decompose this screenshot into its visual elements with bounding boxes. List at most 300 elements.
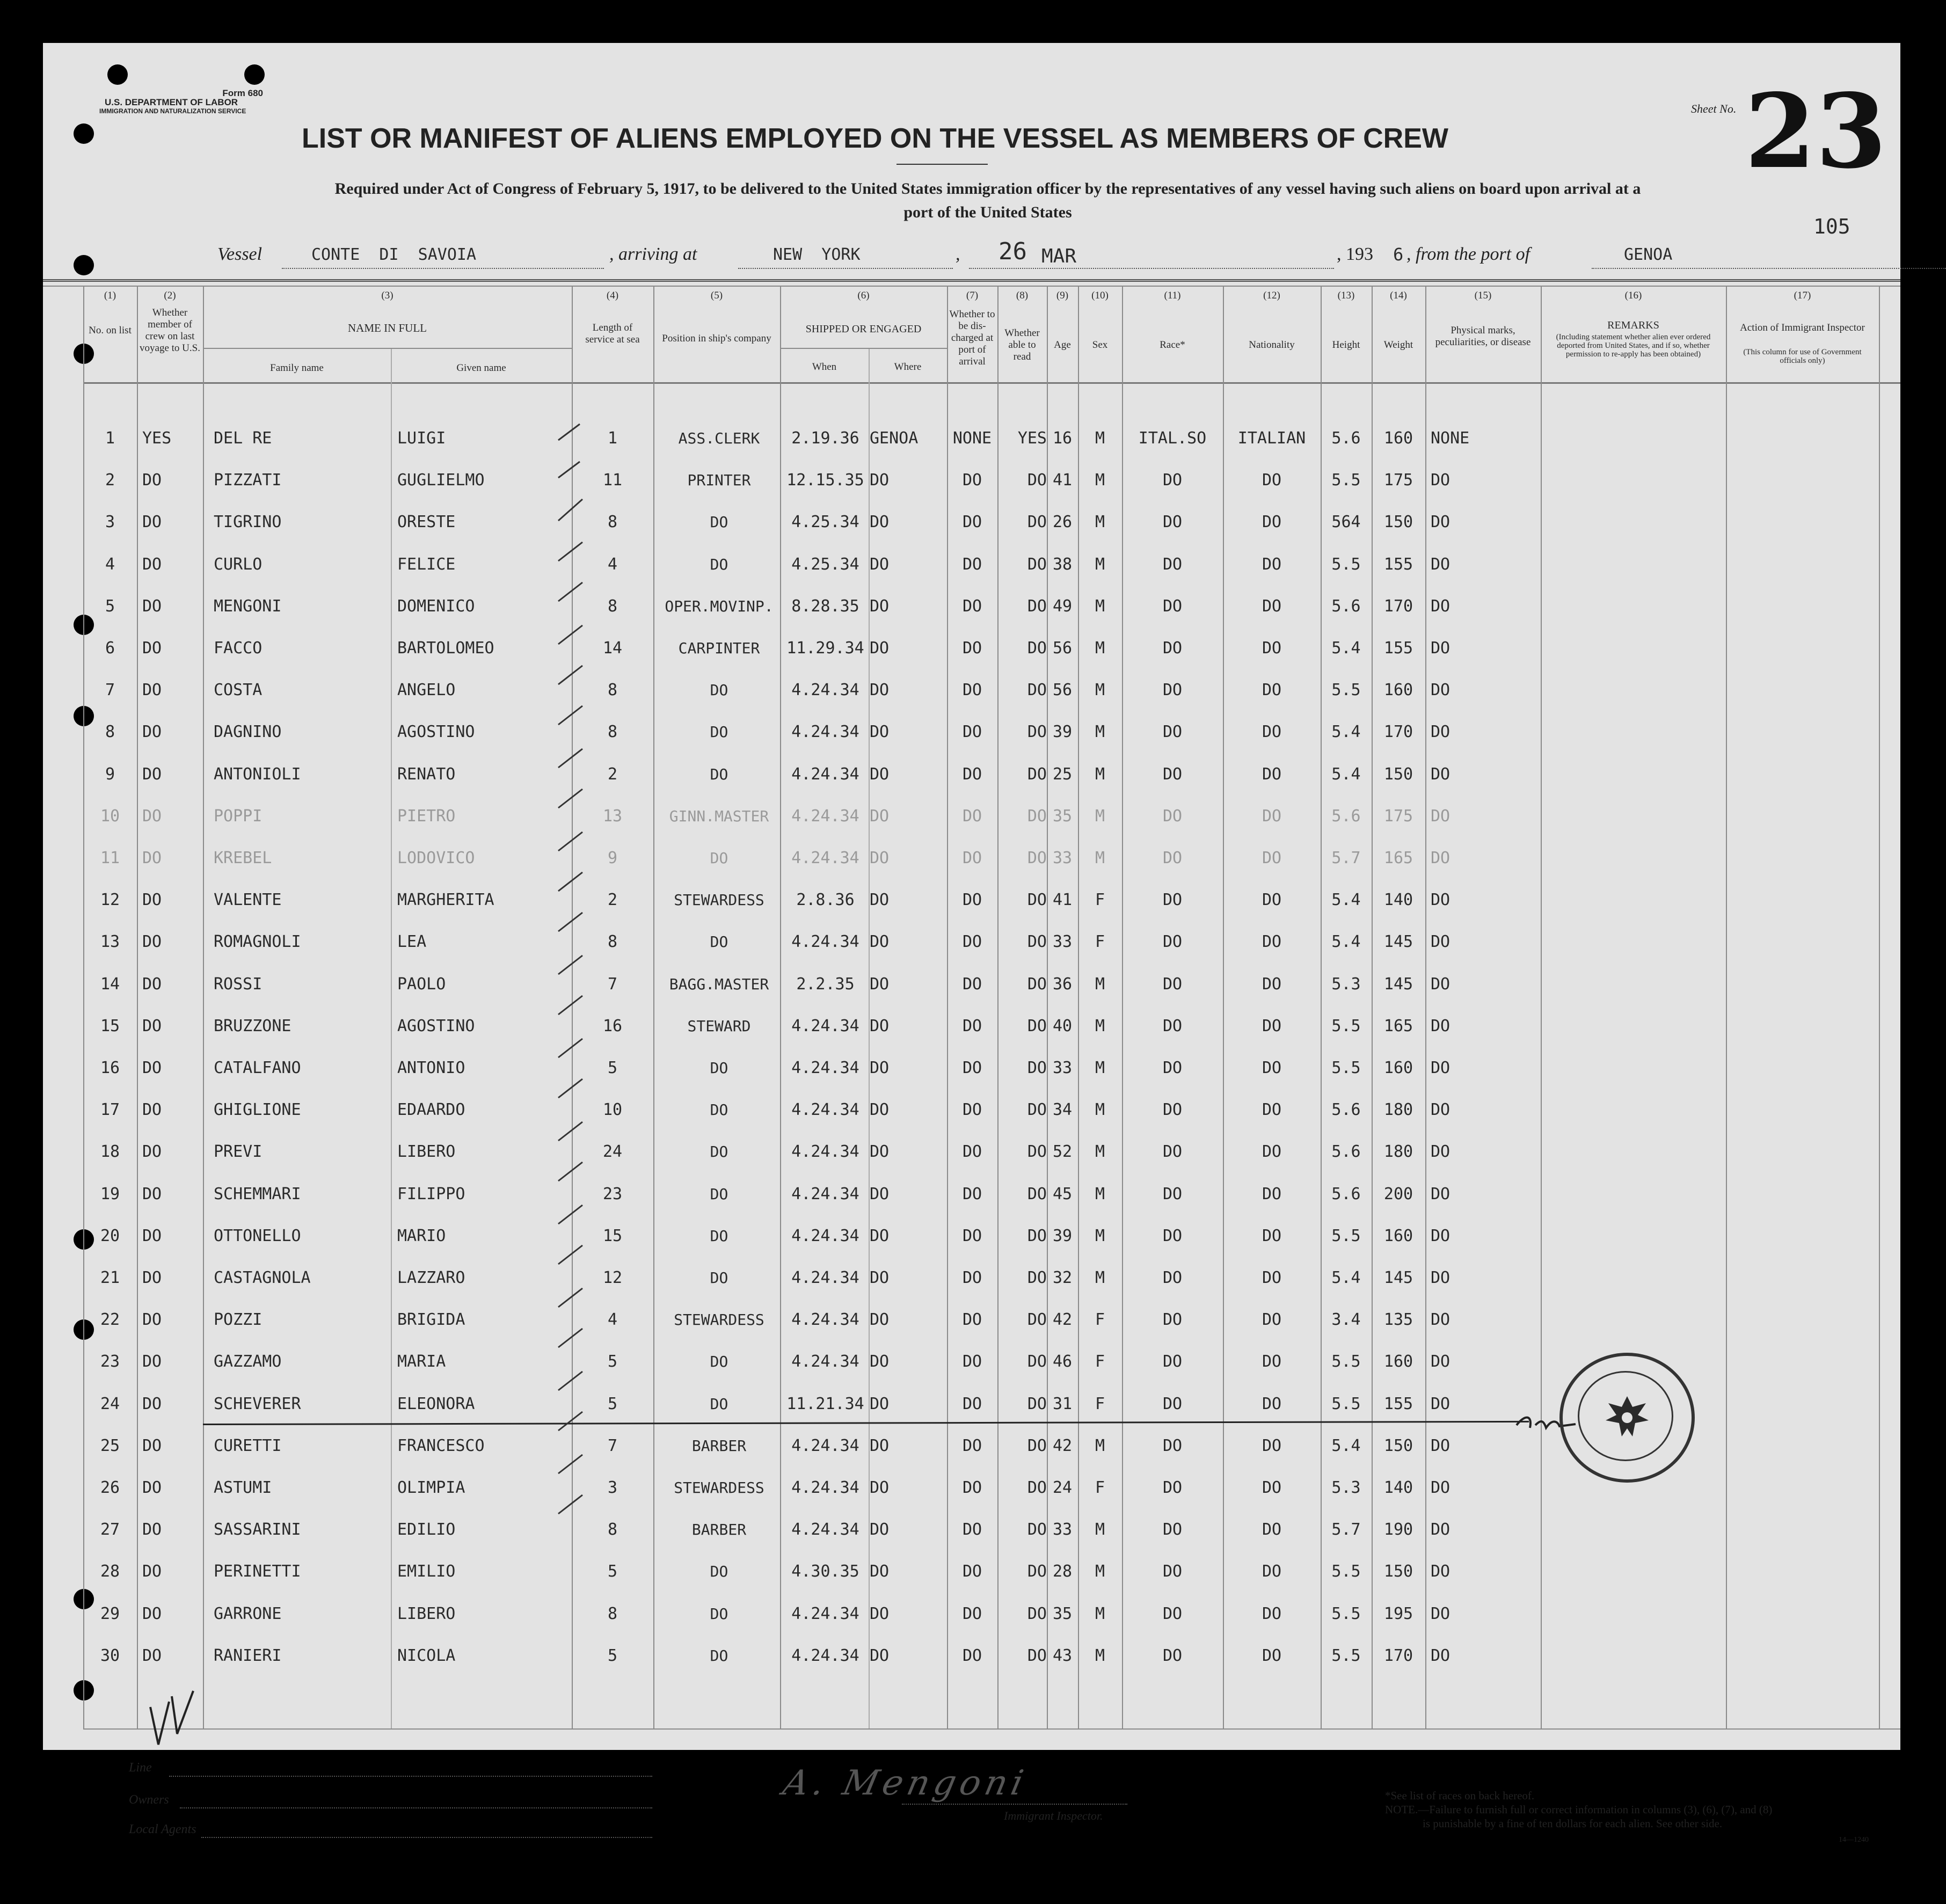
cell-age: 52 [1052, 1142, 1073, 1162]
cell-sex: M [1095, 639, 1105, 658]
cell-discharged: NONE [952, 429, 992, 448]
cell-nationality: DO [1262, 555, 1282, 574]
cell-given-name: ANGELO [397, 681, 456, 700]
cell-when: 4.24.34 [791, 1520, 859, 1540]
table-row [43, 1647, 1900, 1689]
cell-family-name: VALENTE [214, 891, 282, 910]
cell-when: 2.2.35 [796, 974, 855, 994]
cell-marks: DO [1431, 639, 1451, 658]
cell-age: 36 [1052, 974, 1073, 994]
cell-when: 4.24.34 [791, 1310, 859, 1330]
page-number: 105 [1813, 215, 1850, 238]
cell-race: DO [1162, 1478, 1183, 1497]
cell-age: 39 [1052, 1226, 1073, 1245]
cell-when: 4.24.34 [791, 681, 859, 700]
cell-read: DO [1027, 764, 1047, 784]
cell-sex: M [1095, 1142, 1105, 1162]
cell-length: 5 [607, 1352, 618, 1372]
cell-weight: 135 [1383, 1310, 1413, 1330]
cell-age: 41 [1052, 471, 1073, 490]
cell-given-name: GUGLIELMO [397, 471, 485, 490]
cell-position: DO [710, 1059, 728, 1077]
cell-member: DO [142, 1478, 162, 1497]
cell-family-name: BRUZZONE [214, 1016, 291, 1035]
header-where: Where [894, 361, 922, 373]
inspector-signature: A. Mengoni [779, 1763, 1031, 1803]
table-row [43, 1017, 1900, 1059]
cell-where: DO [870, 513, 890, 532]
cell-family-name: POZZI [214, 1310, 263, 1330]
cell-marks: DO [1431, 1059, 1451, 1077]
cell-length: 1 [607, 429, 618, 448]
cell-position: DO [710, 1101, 728, 1119]
table-row [43, 849, 1900, 891]
cell-read: DO [1027, 555, 1047, 574]
cell-family-name: CURLO [214, 555, 263, 574]
table-row [43, 933, 1900, 975]
cell-given-name: LAZZARO [397, 1268, 465, 1287]
cell-where: DO [870, 1184, 890, 1203]
manifest-page [43, 43, 1900, 1844]
cell-marks: DO [1431, 1184, 1451, 1203]
cell-sex: M [1095, 1059, 1105, 1077]
cell-weight: 145 [1383, 1268, 1413, 1287]
cell-no: 26 [100, 1478, 120, 1497]
header-height: Height [1332, 339, 1360, 351]
cell-given-name: DOMENICO [397, 596, 475, 616]
cell-weight: 170 [1383, 723, 1413, 742]
cell-age: 46 [1052, 1352, 1073, 1372]
cell-member: DO [142, 555, 162, 574]
cell-length: 9 [607, 849, 618, 867]
cell-sex: M [1095, 681, 1105, 700]
cell-family-name: GARRONE [214, 1604, 282, 1623]
cell-race: DO [1162, 596, 1183, 616]
cell-age: 33 [1052, 849, 1073, 867]
cell-height: 5.5 [1331, 1394, 1361, 1413]
cell-race: DO [1162, 471, 1183, 490]
table-row [43, 1227, 1900, 1269]
cell-where: DO [870, 1436, 890, 1455]
header-age: Age [1054, 339, 1071, 351]
cell-family-name: GAZZAMO [214, 1352, 282, 1372]
cell-where: DO [870, 1016, 890, 1035]
cell-discharged: DO [962, 974, 982, 994]
cell-sex: F [1095, 932, 1105, 952]
cell-race: DO [1162, 849, 1183, 867]
cell-when: 4.30.35 [791, 1562, 859, 1581]
department-name: U.S. DEPARTMENT OF LABOR [105, 97, 238, 107]
cell-height: 5.3 [1331, 974, 1361, 994]
cell-position: GINN.MASTER [669, 807, 769, 825]
cell-race: DO [1162, 1436, 1183, 1455]
cell-where: DO [870, 471, 890, 490]
cell-no: 8 [105, 723, 115, 742]
cell-when: 11.29.34 [786, 639, 864, 658]
cell-no: 19 [100, 1184, 120, 1203]
cell-weight: 170 [1383, 1646, 1413, 1665]
cell-when: 4.25.34 [791, 513, 859, 532]
cell-family-name: CATALFANO [214, 1059, 301, 1077]
cell-where: DO [870, 1478, 890, 1497]
cell-race: DO [1162, 1646, 1183, 1665]
cell-position: DO [710, 1563, 728, 1581]
cell-weight: 140 [1383, 891, 1413, 910]
cell-given-name: ORESTE [397, 513, 456, 532]
cell-family-name: KREBEL [214, 849, 272, 867]
cell-sex: M [1095, 1226, 1105, 1245]
cell-height: 5.5 [1331, 1352, 1361, 1372]
cell-race: ITAL.SO [1138, 429, 1207, 448]
column-number: (10) [1091, 290, 1109, 301]
column-number: (3) [381, 290, 393, 301]
footer-rule [180, 1807, 652, 1808]
cell-nationality: DO [1262, 1562, 1282, 1581]
cell-family-name: TIGRINO [214, 513, 282, 532]
subtitle-line-1: Required under Act of Congress of February 5, 1917, to be delivered to the United States immigration officer by the representatives of any vessel having such aliens on board upon arrival at a [334, 180, 1641, 198]
cell-given-name: MARIO [397, 1226, 446, 1245]
cell-when: 4.24.34 [791, 849, 859, 867]
cell-marks: DO [1431, 1100, 1451, 1120]
cell-sex: M [1095, 806, 1105, 826]
cell-height: 5.5 [1331, 1226, 1361, 1245]
cell-no: 6 [105, 639, 115, 658]
cell-race: DO [1162, 891, 1183, 910]
cell-member: DO [142, 1436, 162, 1455]
cell-race: DO [1162, 1184, 1183, 1203]
cell-race: DO [1162, 1100, 1183, 1120]
crew-table-body [43, 43, 1900, 1750]
cell-family-name: ROMAGNOLI [214, 932, 301, 952]
cell-read: DO [1027, 681, 1047, 700]
cell-member: DO [142, 1562, 162, 1581]
cell-nationality: DO [1262, 1520, 1282, 1540]
table-row [43, 597, 1900, 639]
header-discharged: Whether to be dis-charged at port of arrival [949, 309, 995, 367]
cell-member: DO [142, 974, 162, 994]
cell-position: DO [710, 1227, 728, 1245]
cell-read: DO [1027, 1059, 1047, 1077]
cell-discharged: DO [962, 1226, 982, 1245]
header-remarks: REMARKS [1607, 319, 1659, 331]
cell-race: DO [1162, 723, 1183, 742]
footer-owners-label: Owners [129, 1793, 169, 1807]
cell-discharged: DO [962, 764, 982, 784]
cell-position: STEWARDESS [674, 1311, 764, 1329]
cell-when: 4.24.34 [791, 1646, 859, 1665]
cell-height: 5.5 [1331, 1016, 1361, 1035]
cell-position: STEWARDESS [674, 1479, 764, 1497]
footer-rule [201, 1837, 652, 1838]
cell-when: 4.24.34 [791, 1436, 859, 1455]
cell-length: 13 [602, 806, 623, 826]
cell-discharged: DO [962, 1268, 982, 1287]
cell-nationality: DO [1262, 1310, 1282, 1330]
cell-sex: M [1095, 429, 1105, 448]
cell-position: DO [710, 933, 728, 951]
cell-when: 4.24.34 [791, 1604, 859, 1623]
cell-age: 35 [1052, 806, 1073, 826]
cell-race: DO [1162, 1059, 1183, 1077]
cell-length: 7 [607, 1436, 618, 1455]
cell-weight: 160 [1383, 1352, 1413, 1372]
cell-age: 24 [1052, 1478, 1073, 1497]
cell-height: 5.5 [1331, 555, 1361, 574]
cell-where: DO [870, 1562, 890, 1581]
cell-position: DO [710, 1353, 728, 1371]
cell-height: 5.3 [1331, 1478, 1361, 1497]
cell-family-name: CURETTI [214, 1436, 282, 1455]
cell-family-name: GHIGLIONE [214, 1100, 301, 1120]
cell-nationality: DO [1262, 1059, 1282, 1077]
cell-read: DO [1027, 596, 1047, 616]
cell-race: DO [1162, 1352, 1183, 1372]
cell-marks: DO [1431, 974, 1451, 994]
cell-discharged: DO [962, 1184, 982, 1203]
cell-height: 5.6 [1331, 596, 1361, 616]
cell-when: 2.8.36 [796, 891, 855, 910]
cell-discharged: DO [962, 555, 982, 574]
table-row [43, 807, 1900, 849]
cell-member: DO [142, 849, 162, 867]
inspector-label: Immigrant Inspector. [1004, 1809, 1103, 1822]
cell-discharged: DO [962, 1016, 982, 1035]
header-name-in-full: NAME IN FULL [348, 322, 427, 334]
cell-age: 31 [1052, 1394, 1073, 1413]
handwritten-initials [140, 1686, 204, 1766]
cell-member: DO [142, 513, 162, 532]
cell-length: 11 [602, 471, 623, 490]
cell-read: DO [1027, 891, 1047, 910]
cell-when: 12.15.35 [786, 471, 864, 490]
cell-weight: 200 [1383, 1184, 1413, 1203]
cell-where: DO [870, 849, 890, 867]
cell-no: 28 [100, 1562, 120, 1581]
cell-read: DO [1027, 1520, 1047, 1540]
cell-nationality: DO [1262, 1226, 1282, 1245]
cell-height: 5.6 [1331, 1142, 1361, 1162]
cell-read: DO [1027, 723, 1047, 742]
cell-height: 5.5 [1331, 471, 1361, 490]
cell-race: DO [1162, 513, 1183, 532]
cell-discharged: DO [962, 1100, 982, 1120]
cell-given-name: ANTONIO [397, 1059, 465, 1077]
cell-no: 12 [100, 891, 120, 910]
cell-nationality: DO [1262, 1352, 1282, 1372]
cell-position: DO [710, 1143, 728, 1161]
cell-where: DO [870, 1100, 890, 1120]
header-given-name: Given name [456, 362, 506, 374]
cell-no: 17 [100, 1100, 120, 1120]
table-row [43, 723, 1900, 765]
cell-nationality: DO [1262, 681, 1282, 700]
cell-given-name: EDAARDO [397, 1100, 465, 1120]
cell-given-name: LIBERO [397, 1604, 456, 1623]
table-row [43, 1521, 1900, 1563]
table-row [43, 471, 1900, 513]
cell-where: DO [870, 1520, 890, 1540]
cell-sex: M [1095, 513, 1105, 532]
cell-position: DO [710, 1604, 728, 1623]
cell-nationality: DO [1262, 891, 1282, 910]
cell-where: DO [870, 723, 890, 742]
sheet-number: 23 [1745, 71, 1887, 191]
cell-no: 5 [105, 596, 115, 616]
cell-race: DO [1162, 1142, 1183, 1162]
cell-sex: F [1095, 891, 1105, 910]
cell-height: 5.6 [1331, 429, 1361, 448]
cell-where: DO [870, 639, 890, 658]
cell-discharged: DO [962, 1478, 982, 1497]
cell-race: DO [1162, 1016, 1183, 1035]
cell-sex: M [1095, 723, 1105, 742]
cell-length: 15 [602, 1226, 623, 1245]
cell-marks: DO [1431, 849, 1451, 867]
cell-where: DO [870, 891, 890, 910]
column-number: (14) [1390, 290, 1407, 301]
cell-height: 5.5 [1331, 1604, 1361, 1623]
vessel-line: Vessel CONTE DI SAVOIA , arriving at NEW YORK , 26 MAR , 193 6 , from the port of GENOA [217, 244, 1828, 271]
cell-weight: 145 [1383, 974, 1413, 994]
cell-nationality: DO [1262, 596, 1282, 616]
cell-sex: M [1095, 596, 1105, 616]
cell-nationality: DO [1262, 1100, 1282, 1120]
cell-member: DO [142, 806, 162, 826]
cell-when: 4.24.34 [791, 1100, 859, 1120]
cell-family-name: SASSARINI [214, 1520, 301, 1540]
cell-no: 11 [100, 849, 120, 867]
note-fine: is punishable by a fine of ten dollars for each alien. See other side. [1423, 1817, 1723, 1830]
cell-length: 23 [602, 1184, 623, 1203]
table-row [43, 639, 1900, 681]
table-row [43, 1143, 1900, 1185]
cell-weight: 140 [1383, 1478, 1413, 1497]
cell-given-name: LEA [397, 932, 427, 952]
cell-length: 4 [607, 1310, 618, 1330]
cell-where: DO [870, 1059, 890, 1077]
cell-read: DO [1027, 1268, 1047, 1287]
cell-family-name: ROSSI [214, 974, 263, 994]
header-action-note: (This column for use of Government officials only) [1743, 348, 1862, 365]
header-remarks-note: (Including statement whether alien ever ordered deported from United States, and if so, whether permission to re-apply has been obtained) [1556, 333, 1711, 359]
cell-race: DO [1162, 639, 1183, 658]
cell-nationality: DO [1262, 1394, 1282, 1413]
cell-read: YES [1017, 429, 1047, 448]
cell-where: GENOA [870, 429, 919, 448]
column-number: (7) [966, 290, 979, 301]
cell-age: 45 [1052, 1184, 1073, 1203]
cell-weight: 155 [1383, 1394, 1413, 1413]
cell-position: DO [710, 1646, 728, 1665]
cell-nationality: DO [1262, 932, 1282, 952]
cell-where: DO [870, 1604, 890, 1623]
cell-nationality: DO [1262, 723, 1282, 742]
cell-given-name: LUIGI [397, 429, 446, 448]
cell-nationality: DO [1262, 974, 1282, 994]
cell-marks: DO [1431, 555, 1451, 574]
cell-weight: 190 [1383, 1520, 1413, 1540]
cell-marks: DO [1431, 1562, 1451, 1581]
column-number: (11) [1164, 290, 1181, 301]
sheet-label: Sheet No. [1691, 102, 1737, 115]
cell-no: 22 [100, 1310, 120, 1330]
from-port: GENOA [1624, 245, 1673, 264]
cell-sex: M [1095, 471, 1105, 490]
cell-weight: 170 [1383, 596, 1413, 616]
cell-race: DO [1162, 1310, 1183, 1330]
cell-no: 14 [100, 974, 120, 994]
cell-given-name: FILIPPO [397, 1184, 465, 1203]
cell-given-name: ELEONORA [397, 1394, 475, 1413]
cell-family-name: SCHEVERER [214, 1394, 301, 1413]
cell-sex: M [1095, 974, 1105, 994]
cell-length: 8 [607, 1520, 618, 1540]
cell-family-name: DAGNINO [214, 723, 282, 742]
cell-race: DO [1162, 1520, 1183, 1540]
cell-no: 29 [100, 1604, 120, 1623]
cell-height: 5.4 [1331, 639, 1361, 658]
cell-where: DO [870, 1310, 890, 1330]
cell-age: 42 [1052, 1310, 1073, 1330]
cell-where: DO [870, 1226, 890, 1245]
cell-length: 24 [602, 1142, 623, 1162]
table-row [43, 681, 1900, 723]
cell-member: DO [142, 1394, 162, 1413]
cell-nationality: DO [1262, 1184, 1282, 1203]
cell-marks: DO [1431, 1352, 1451, 1372]
cell-no: 13 [100, 932, 120, 952]
note-failure: NOTE.—Failure to furnish full or correct information in columns (3), (6), (7), and (8) [1385, 1803, 1773, 1816]
cell-race: DO [1162, 1604, 1183, 1623]
cell-given-name: OLIMPIA [397, 1478, 465, 1497]
cell-marks: DO [1431, 1268, 1451, 1287]
footer-notes [1385, 1789, 1868, 1830]
cell-given-name: PAOLO [397, 974, 446, 994]
cell-discharged: DO [962, 1520, 982, 1540]
cell-member: DO [142, 1016, 162, 1035]
cell-age: 35 [1052, 1604, 1073, 1623]
column-number: (8) [1016, 290, 1029, 301]
footer-agents-label: Local Agents [129, 1822, 196, 1836]
cell-family-name: CASTAGNOLA [214, 1268, 311, 1287]
cell-member: DO [142, 596, 162, 616]
cell-member: DO [142, 764, 162, 784]
cell-age: 56 [1052, 639, 1073, 658]
cell-discharged: DO [962, 471, 982, 490]
header-family-name: Family name [270, 362, 324, 374]
cell-marks: DO [1431, 1646, 1451, 1665]
cell-read: DO [1027, 513, 1047, 532]
cell-age: 28 [1052, 1562, 1073, 1581]
table-row [43, 1479, 1900, 1521]
table-row [43, 1269, 1900, 1311]
cell-member: DO [142, 891, 162, 910]
column-number: (4) [606, 290, 619, 301]
cell-length: 7 [607, 974, 618, 994]
cell-marks: DO [1431, 1310, 1451, 1330]
cell-sex: M [1095, 1520, 1105, 1540]
cell-given-name: RENATO [397, 764, 456, 784]
cell-when: 4.24.34 [791, 1352, 859, 1372]
cell-when: 4.24.34 [791, 1268, 859, 1287]
cell-length: 3 [607, 1478, 618, 1497]
cell-given-name: AGOSTINO [397, 723, 475, 742]
cell-read: DO [1027, 1562, 1047, 1581]
cell-discharged: DO [962, 932, 982, 952]
cell-family-name: POPPI [214, 806, 263, 826]
cell-when: 4.24.34 [791, 932, 859, 952]
cell-read: DO [1027, 1436, 1047, 1455]
